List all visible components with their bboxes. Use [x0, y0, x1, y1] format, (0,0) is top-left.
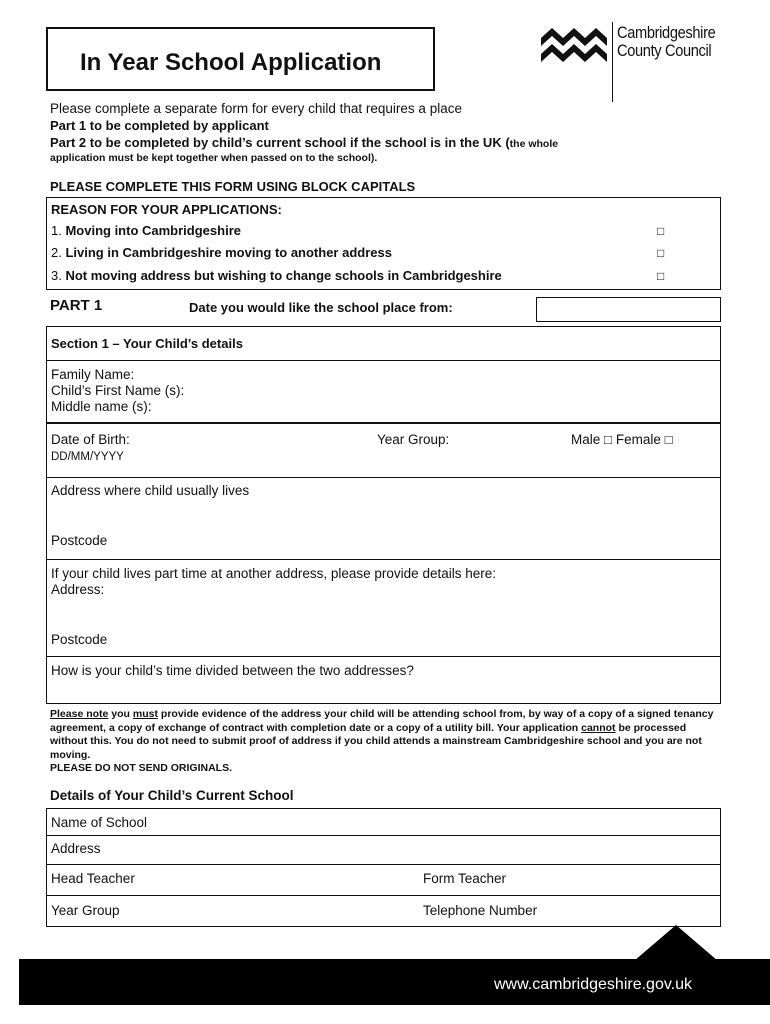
head-teacher-label: Head Teacher: [51, 871, 135, 886]
second-address-label: Address:: [51, 582, 105, 597]
reason-box: [46, 197, 721, 290]
year-group-label: Year Group:: [377, 432, 450, 447]
section1-heading-box: [46, 326, 721, 361]
title-box: [46, 27, 435, 91]
start-date-field[interactable]: [536, 297, 721, 322]
address-field[interactable]: [46, 477, 721, 560]
council-name: [617, 24, 715, 60]
reason-checkbox-2[interactable]: □: [657, 246, 665, 260]
teachers-row[interactable]: [46, 864, 721, 896]
section1-heading: Section 1 – Your Child’s details: [51, 336, 243, 351]
intro-line2: Part 1 to be completed by applicant: [50, 118, 269, 133]
council-name-line1: Cambridgeshire: [617, 23, 716, 42]
note-must: must: [132, 708, 158, 720]
council-name-line2: County Council: [617, 41, 712, 60]
part1-label: PART 1: [50, 297, 103, 314]
school-address-field[interactable]: [46, 835, 721, 865]
child-name-field[interactable]: [46, 360, 721, 423]
reason-checkbox-1[interactable]: □: [657, 224, 665, 238]
evidence-note: Please note you must provide evidence of the address your child will be attending school from, by way of a copy of a signed tenancy agreement, a copy of exchange of contract with completion date or a copy of a utility bill. Your application cannot be processed without this. You do not need to submit proof of address if you child attends a mainstream Cambridgeshire school and you are not moving. PLEASE DO NOT SEND ORIGINALS.: [50, 708, 720, 776]
intro-line3-small: the whole: [509, 138, 559, 150]
council-logo: [541, 22, 751, 104]
time-divided-label: How is your child’s time divided between the two addresses?: [51, 663, 414, 678]
dob-format: DD/MM/YYYY: [51, 451, 124, 463]
logo-divider: [612, 22, 613, 102]
middle-name-label: Middle name (s):: [51, 399, 152, 414]
postcode-label: Postcode: [51, 533, 108, 548]
website-link[interactable]: www.cambridgeshire.gov.uk: [494, 976, 693, 993]
reason-item: 2. Living in Cambridgeshire moving to another address: [51, 245, 392, 260]
second-address-field[interactable]: [46, 559, 721, 657]
school-name-field[interactable]: [46, 808, 721, 836]
intro-line4: application must be kept together when passed on to the school).: [50, 152, 378, 164]
intro-text: [50, 100, 730, 167]
note-emphasis: Please note: [50, 708, 109, 720]
family-name-label: Family Name:: [51, 367, 135, 382]
intro-line3: Part 2 to be completed by child’s current school if the school is in the UK (: [50, 135, 510, 150]
telephone-label: Telephone Number: [423, 903, 538, 918]
block-capitals-instruction: PLEASE COMPLETE THIS FORM USING BLOCK CAPITALS: [50, 179, 416, 194]
time-divided-field[interactable]: [46, 656, 721, 704]
school-address-label: Address: [51, 841, 101, 856]
reason-item: 3. Not moving address but wishing to change schools in Cambridgeshire: [51, 268, 502, 283]
address-label: Address where child usually lives: [51, 483, 250, 498]
school-year-group-label: Year Group: [51, 903, 120, 918]
form-teacher-label: Form Teacher: [423, 871, 507, 886]
first-name-label: Child’s First Name (s):: [51, 383, 185, 398]
reason-checkbox-3[interactable]: □: [657, 269, 665, 283]
second-postcode-label: Postcode: [51, 632, 108, 647]
part-time-address-label: If your child lives part time at another address, please provide details here:: [51, 566, 496, 581]
dob-row[interactable]: [46, 423, 721, 478]
form-title: In Year School Application: [80, 49, 382, 76]
year-phone-row[interactable]: [46, 895, 721, 927]
reason-item: 1. Moving into Cambridgeshire: [51, 223, 241, 238]
current-school-heading: Details of Your Child’s Current School: [50, 788, 294, 803]
school-name-label: Name of School: [51, 815, 148, 830]
dob-label: Date of Birth:: [51, 432, 130, 447]
council-logo-mark-icon: [541, 24, 609, 66]
intro-line1: Please complete a separate form for every child that requires a place: [50, 101, 462, 116]
note-cannot: cannot: [581, 721, 616, 734]
footer-arrow: [634, 925, 718, 961]
gender-checkboxes[interactable]: Male □ Female □: [571, 432, 673, 447]
reason-heading: REASON FOR YOUR APPLICATIONS:: [51, 202, 282, 217]
no-originals-note: PLEASE DO NOT SEND ORIGINALS.: [50, 762, 233, 774]
start-date-label: Date you would like the school place from:: [189, 300, 453, 315]
